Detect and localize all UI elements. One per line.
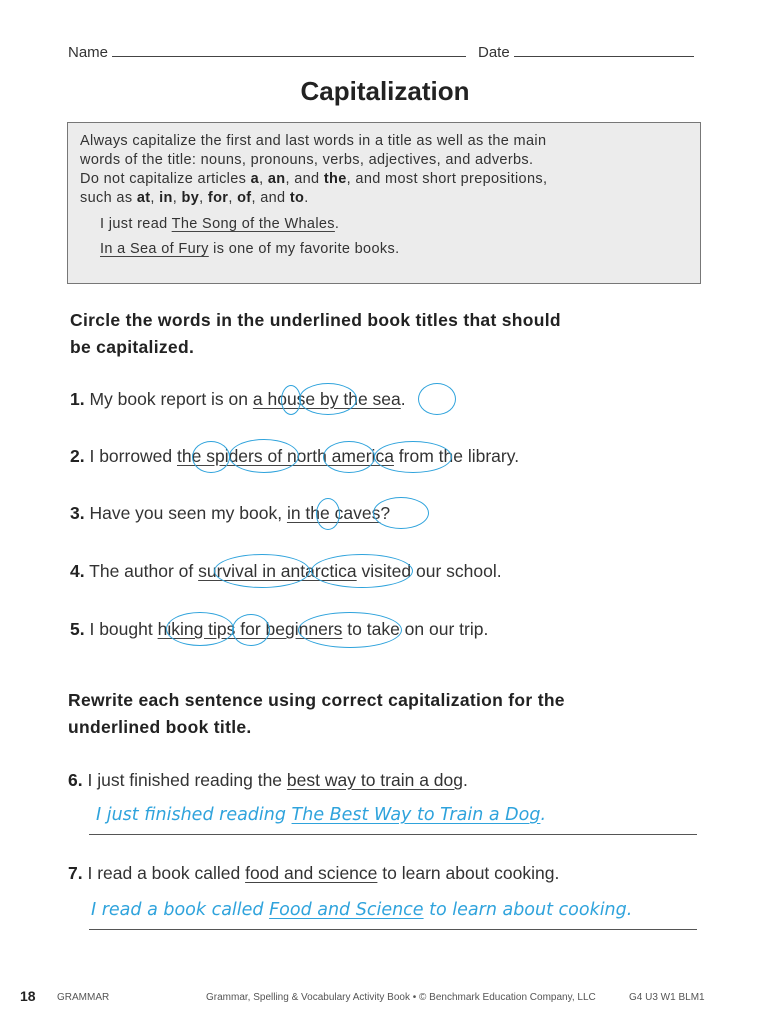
exercise-item-4: 4. The author of survival in antarctica visited our school. — [70, 561, 502, 581]
answer-circle — [214, 554, 310, 588]
rule-example-2: In a Sea of Fury is one of my favorite books. — [100, 241, 400, 257]
answer-circle — [316, 498, 340, 530]
answer-circle — [373, 497, 429, 529]
answer-line-7 — [89, 929, 697, 930]
rule-line-2: words of the title: nouns, pronouns, verbs, adjectives, and adverbs. — [80, 152, 534, 168]
answer-line-6 — [89, 834, 697, 835]
answer-circle — [298, 612, 402, 648]
page-number: 18 — [20, 988, 36, 1004]
date-field — [478, 42, 694, 61]
answer-circle — [311, 554, 413, 588]
answer-circle — [281, 385, 301, 415]
exercise-item-7: 7. I read a book called food and science to learn about cooking. — [68, 863, 560, 883]
name-label: Name — [68, 44, 109, 61]
footer-book-credit: Grammar, Spelling & Vocabulary Activity Book • © Benchmark Education Company, LLC — [206, 992, 596, 1003]
footer-code: G4 U3 W1 BLM1 — [629, 992, 705, 1003]
answer-circle — [323, 441, 375, 473]
answer-circle — [299, 383, 357, 415]
rule-box — [67, 122, 701, 284]
date-blank — [514, 42, 694, 57]
page-title: Capitalization — [300, 76, 470, 106]
rule-example-1: I just read The Song of the Whales. — [100, 216, 340, 232]
instruction-1-line-2: be capitalized. — [70, 337, 195, 357]
date-label: Date — [478, 44, 510, 61]
answer-circle — [229, 439, 299, 473]
exercise-item-1: 1. My book report is on a house by the sea. — [70, 389, 406, 409]
exercise-item-3: 3. Have you seen my book, in the caves? — [70, 503, 391, 523]
answer-circle — [166, 612, 234, 646]
answer-circle — [418, 383, 456, 415]
name-blank — [112, 42, 466, 57]
handwritten-answer-6: I just finished reading The Best Way to Train a Dog. — [96, 805, 547, 825]
footer-section: GRAMMAR — [57, 992, 110, 1003]
answer-circle — [192, 441, 230, 473]
answer-circle — [374, 441, 452, 473]
exercise-item-2: 2. I borrowed the spiders of north america from the library. — [70, 446, 520, 466]
instruction-1-line-1: Circle the words in the underlined book titles that should — [70, 310, 561, 330]
name-field — [68, 42, 466, 61]
rule-line-1: Always capitalize the first and last words in a title as well as the main — [80, 133, 547, 149]
exercise-item-6: 6. I just finished reading the best way to train a dog. — [68, 770, 468, 790]
rule-line-3: Do not capitalize articles a, an, and the, and most short prepositions, — [80, 171, 548, 187]
instruction-2-line-1: Rewrite each sentence using correct capitalization for the — [68, 690, 565, 710]
instruction-2-line-2: underlined book title. — [68, 717, 252, 737]
rule-line-4: such as at, in, by, for, of, and to. — [80, 190, 309, 206]
answer-circle — [232, 614, 270, 646]
handwritten-answer-7: I read a book called Food and Science to learn about cooking. — [91, 900, 633, 920]
exercise-item-5: 5. I bought hiking tips for beginners to take on our trip. — [70, 619, 489, 639]
